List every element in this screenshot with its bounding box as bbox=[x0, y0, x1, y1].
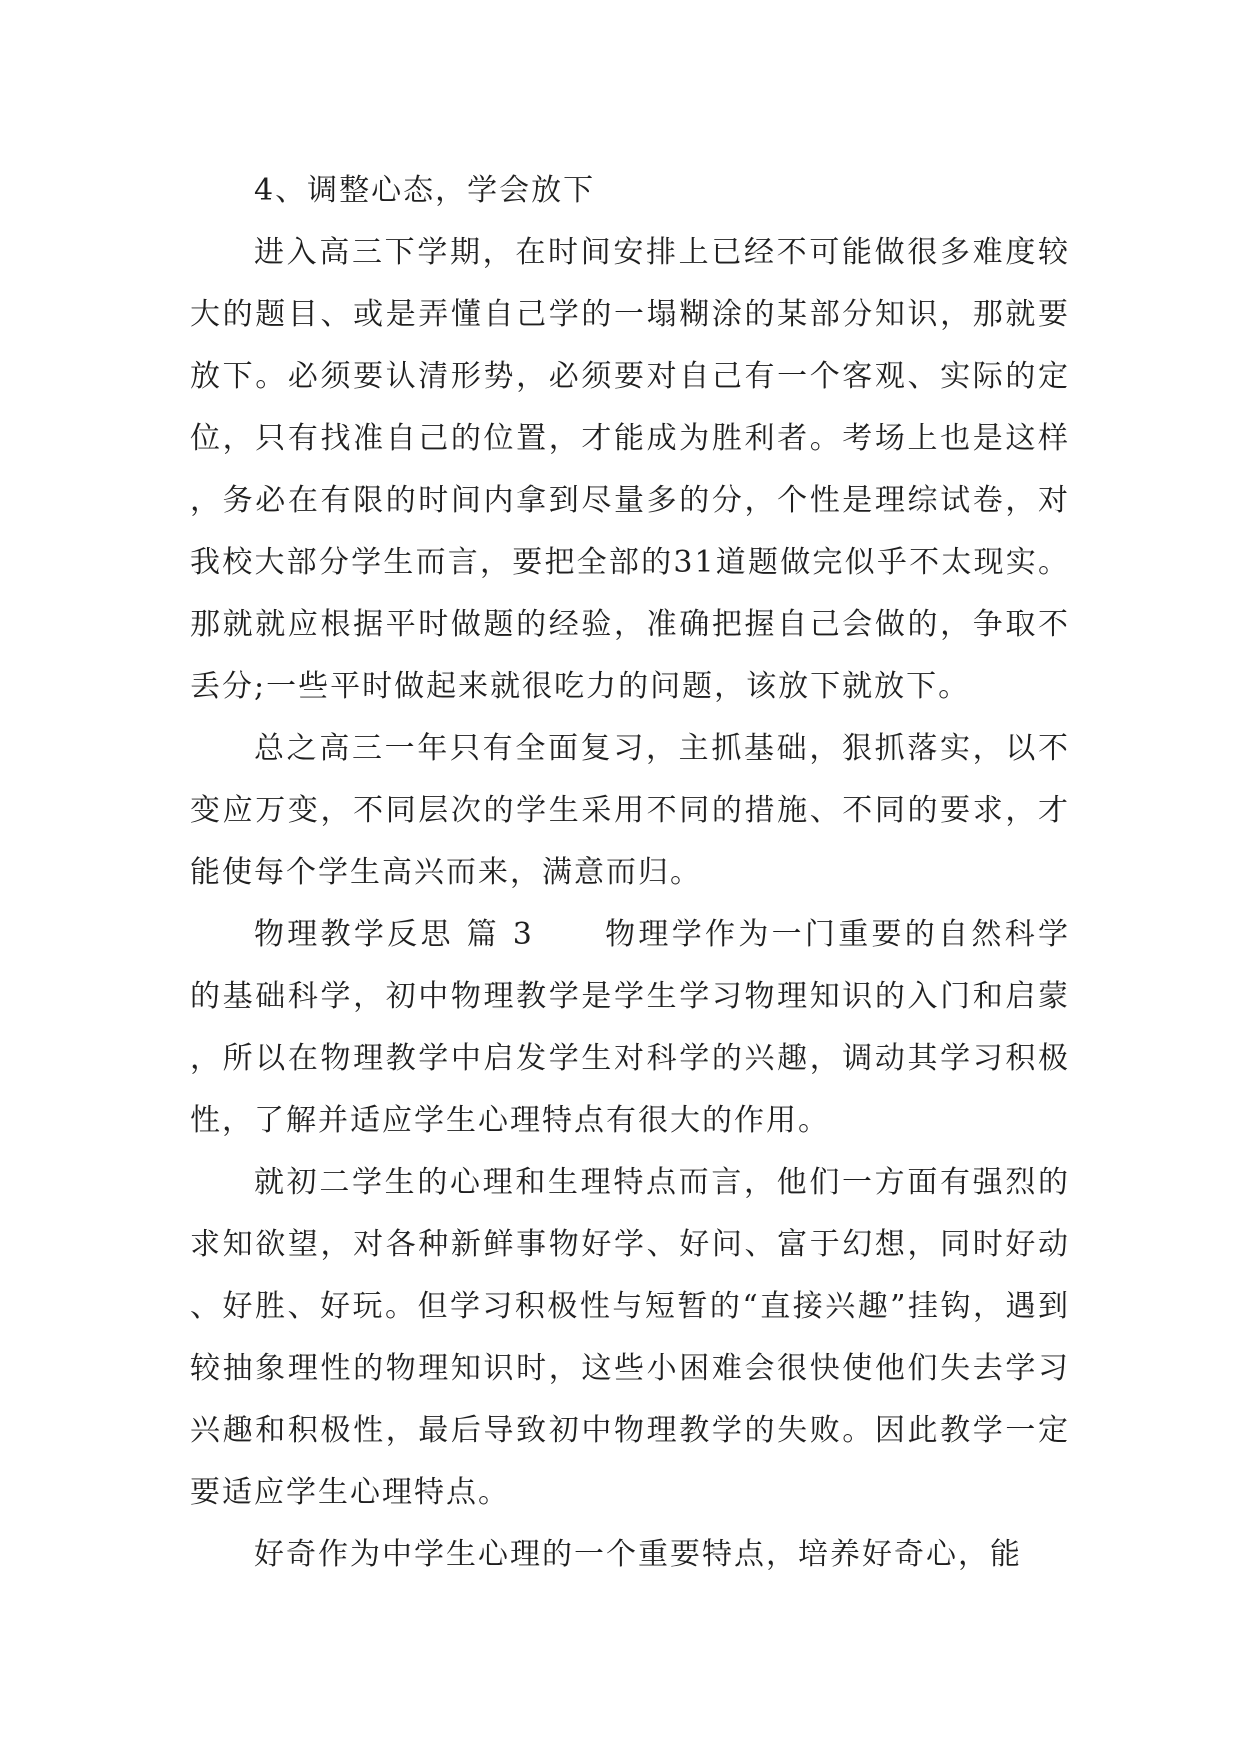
section-intro: 物理学作为一门重要的自然科学的基础科学，初中物理教学是学生学习物理知识的入门和启蒙，所以在物理教学中启发学生对科学的兴趣，调动其学习积极性，了解并适应学生心理特点有很大的作用。 bbox=[190, 917, 1070, 1138]
paragraph-2: 总之高三一年只有全面复习，主抓基础，狠抓落实，以不变应万变，不同层次的学生采用不同的措施、不同的要求，才能使每个学生高兴而来，满意而归。 bbox=[190, 731, 1070, 890]
section-title: 物理教学反思 篇 3 bbox=[254, 917, 534, 952]
paragraph-4: 好奇作为中学生心理的一个重要特点，培养好奇心，能 bbox=[254, 1537, 1022, 1572]
paragraph-1: 进入高三下学期，在时间安排上已经不可能做很多难度较大的题目、或是弄懂自己学的一塌糊涂的某部分知识，那就要放下。必须要认清形势，必须要对自己有一个客观、实际的定位，只有找准自己的位置，才能成为胜利者。考场上也是这样，务必在有限的时间内拿到尽量多的分，个性是理综试卷，对我校大部分学生而言，要把全部的31道题做完似乎不太现实。那就就应根据平时做题的经验，准确把握自己会做的，争取不丢分;一些平时做起来就很吃力的问题，该放下就放下。 bbox=[190, 235, 1070, 704]
section-paragraph bbox=[190, 904, 1070, 1152]
paragraph-3: 就初二学生的心理和生理特点而言，他们一方面有强烈的求知欲望，对各种新鲜事物好学、好问、富于幻想，同时好动、好胜、好玩。但学习积极性与短暂的“直接兴趣”挂钩，遇到较抽象理性的物理知识时，这些小困难会很快使他们失去学习兴趣和积极性，最后导致初中物理教学的失败。因此教学一定要适应学生心理特点。 bbox=[190, 1165, 1070, 1510]
document-body bbox=[190, 160, 1070, 1586]
subsection-heading: 4、调整心态，学会放下 bbox=[254, 173, 596, 208]
